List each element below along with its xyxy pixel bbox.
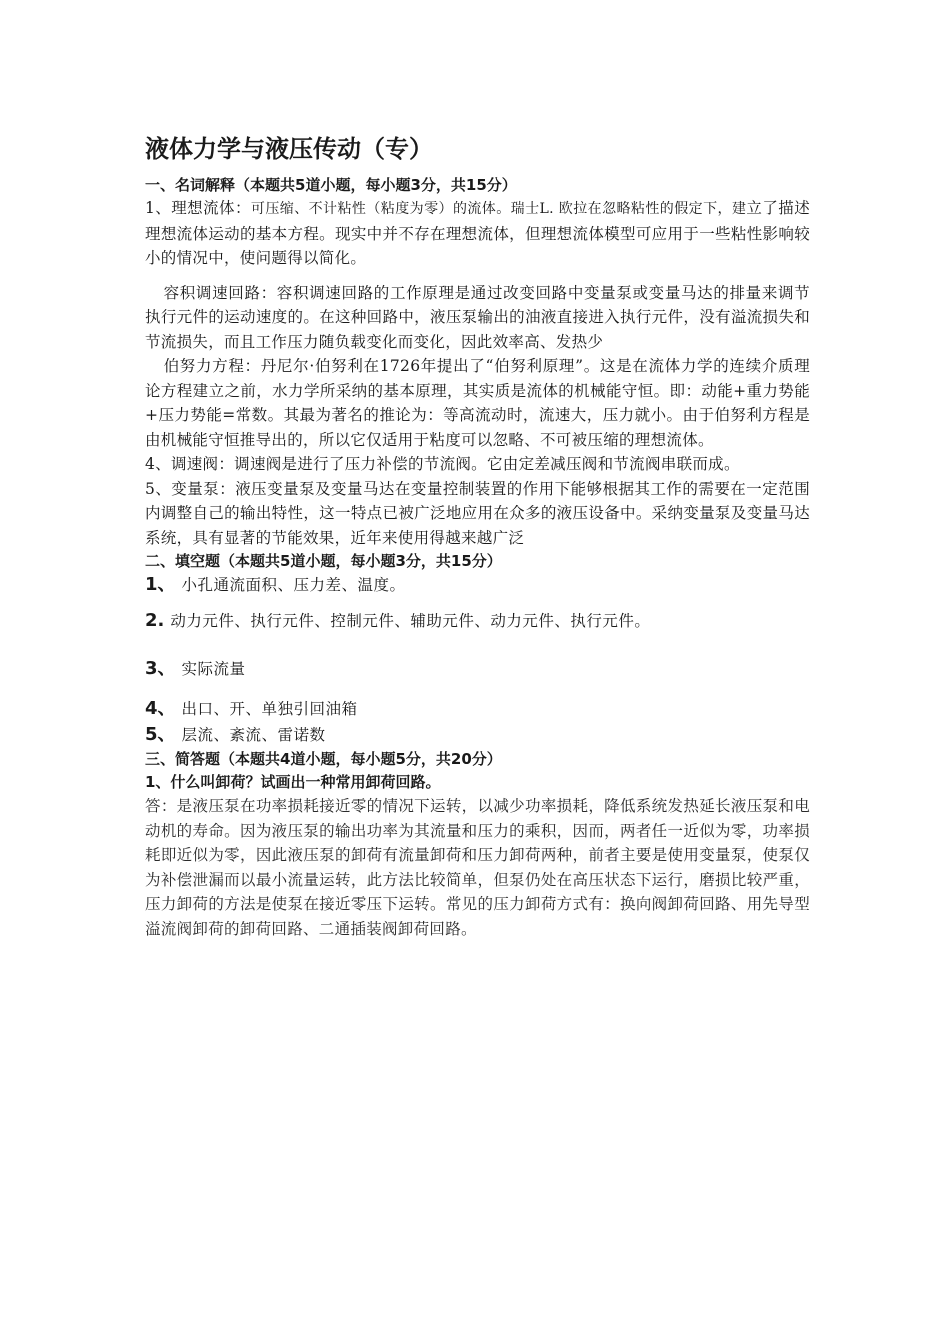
fill-item-2-answer: 动力元件、执行元件、控制元件、辅助元件、动力元件、执行元件。 xyxy=(170,612,651,630)
term-5-variable-pump: 5、变量泵：液压变量泵及变量马达在变量控制装置的作用下能够根据其工作的需要在一定范围内调整自己的输出特性，这一特点已被广泛地应用在众多的液压设备中。采纳变量泵及变量马达系统，具有显著的节能效果，近年来使用得越来越广泛 xyxy=(145,479,810,547)
short-answer-1-answer: 答：是液压泵在功率损耗接近零的情况下运转，以减少功率损耗，降低系统发热延长液压泵和电动机的寿命。因为液压泵的输出功率为其流量和压力的乘积，因而，两者任一近似为零，功率损耗即近似为零，因此液压泵的卸荷有流量卸荷和压力卸荷两种，前者主要是使用变量泵，使泵仅为补偿泄漏而以最小流量运转，此方法比较简单，但泵仍处在高压状态下运行，磨损比较严重，压力卸荷的方法是使泵在接近零压下运转。常见的压力卸荷方式有：换向阀卸荷回路、用先导型溢流阀卸荷的卸荷回路、二通插装阀卸荷回路。 xyxy=(145,797,810,938)
term-3-bernoulli-equation: 伯努力方程：丹尼尔·伯努利在1726年提出了“伯努利原理”。这是在流体力学的连续介质理论方程建立之前，水力学所采纳的基本原理，其实质是流体的机械能守恒。即：动能+重力势能+压力势能=常数。其最为著名的推论为：等高流动时，流速大，压力就小。由于伯努利方程是由机械能守恒推导出的，所以它仅适用于粘度可以忽略、不可被压缩的理想流体。 xyxy=(145,357,810,449)
fill-item-4-number: 4、 xyxy=(145,698,176,719)
fill-item-2 xyxy=(145,608,810,634)
section-1-heading: 一、名词解释（本题共5道小题，每小题3分，共15分） xyxy=(145,176,517,194)
document-content xyxy=(145,132,810,941)
term-1-first-line: 可压缩、不计粘性（粘度为零）的流体。瑞士L. 欧拉在忽略粘性的假定下，建 xyxy=(250,201,747,217)
section-3-heading: 三、简答题（本题共4道小题，每小题5分，共20分） xyxy=(145,750,502,768)
fill-item-5-number: 5、 xyxy=(145,724,176,745)
fill-item-3-number: 3、 xyxy=(145,658,176,679)
document-title: 液体力学与液压传动（专） xyxy=(145,135,433,163)
fill-item-1 xyxy=(145,572,810,598)
term-4-speed-valve: 4、调速阀：调速阀是进行了压力补偿的节流阀。它由定差减压阀和节流阀串联而成。 xyxy=(145,455,740,473)
fill-item-4-answer: 出口、开、单独引回油箱 xyxy=(181,700,358,718)
fill-item-4 xyxy=(145,696,810,722)
fill-item-5-answer: 层流、紊流、雷诺数 xyxy=(181,726,326,744)
short-answer-1-question: 1、什么叫卸荷？试画出一种常用卸荷回路。 xyxy=(145,773,441,791)
term-1-ideal-fluid xyxy=(145,196,810,271)
term-1-rest: 立了描述理想流体运动的基本方程。现实中并不存在理想流体，但理想流体模型可应用于一些粘性影响较小的情况中，使问题得以简化。 xyxy=(145,199,810,267)
term-1-head: 1、理想流体： xyxy=(145,199,251,217)
fill-item-3-answer: 实际流量 xyxy=(181,660,246,678)
fill-item-2-number: 2. xyxy=(145,610,165,631)
fill-item-1-number: 1、 xyxy=(145,574,176,595)
fill-item-1-answer: 小孔通流面积、压力差、温度。 xyxy=(181,576,406,594)
fill-item-5 xyxy=(145,722,810,748)
fill-item-3 xyxy=(145,656,810,682)
term-2-volume-speed-circuit: 容积调速回路：容积调速回路的工作原理是通过改变回路中变量泵或变量马达的排量来调节执行元件的运动速度的。在这种回路中，液压泵输出的油液直接进入执行元件，没有溢流损失和节流损失，而且工作压力随负载变化而变化，因此效率高、发热少 xyxy=(145,283,810,351)
section-2-heading: 二、填空题（本题共5道小题，每小题3分，共15分） xyxy=(145,552,502,570)
